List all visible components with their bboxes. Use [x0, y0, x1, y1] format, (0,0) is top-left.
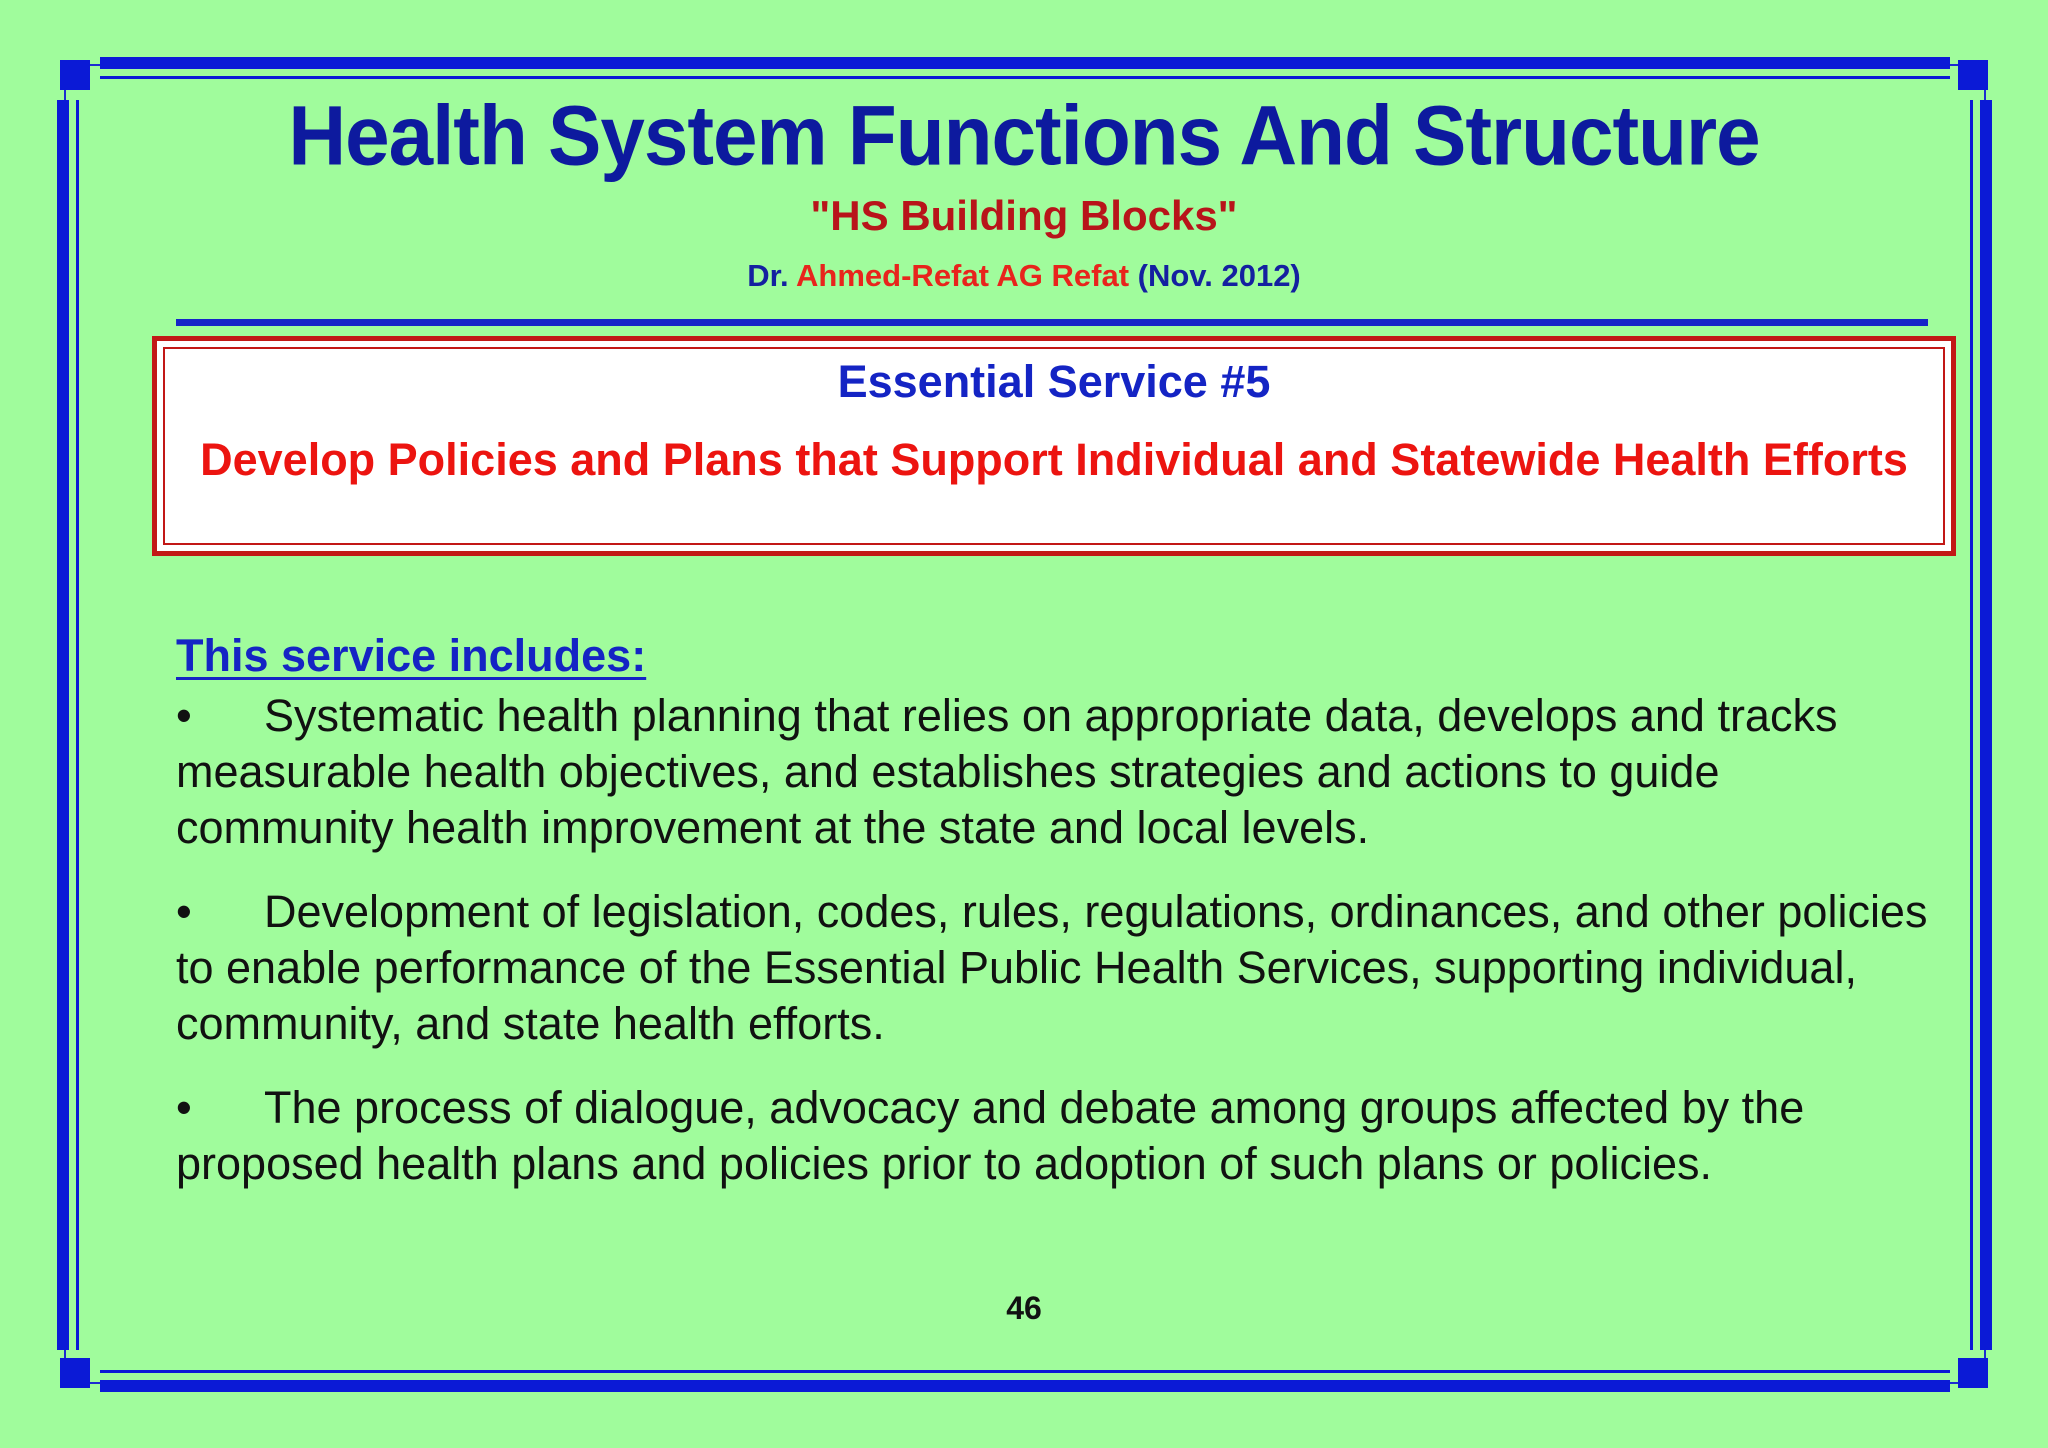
page-number: 46	[1006, 1290, 1042, 1326]
service-title: Develop Policies and Plans that Support Individual and Statewide Health Efforts	[200, 434, 1908, 485]
service-box	[152, 336, 1956, 556]
bullet-text: The process of dialogue, advocacy and debate among groups affected by the proposed health plans and policies prior to adoption of such plans or policies.	[176, 1082, 1805, 1189]
frame-corner-bottom-left	[60, 1358, 90, 1388]
frame-inner-bottom-line	[100, 1370, 1950, 1373]
author-name: Ahmed-Refat AG Refat	[796, 258, 1130, 293]
list-item	[176, 1080, 1936, 1192]
bullet-text: Development of legislation, codes, rules, regulations, ordinances, and other policies to enable performance of the Essential Public Health Services, supporting individual, community, and state health efforts.	[176, 886, 1928, 1049]
frame-inner-top-line	[100, 76, 1950, 79]
author-prefix: Dr.	[747, 258, 797, 293]
list-item	[176, 884, 1936, 1052]
author-line	[0, 256, 2048, 296]
bullet-icon: •	[176, 1082, 192, 1133]
list-item	[176, 688, 1936, 856]
header-divider	[176, 319, 1928, 326]
includes-heading: This service includes:	[176, 630, 647, 681]
author-date: (Nov. 2012)	[1129, 258, 1301, 293]
service-number: Essential Service #5	[837, 356, 1271, 407]
frame-top-bar	[100, 57, 1950, 69]
frame-bottom-bar	[100, 1380, 1950, 1392]
slide-title: Health System Functions And Structure	[288, 88, 1760, 183]
bullet-icon: •	[176, 690, 192, 741]
frame-corner-bottom-right	[1958, 1358, 1988, 1388]
slide-subtitle: "HS Building Blocks"	[810, 192, 1238, 239]
bullet-text: Systematic health planning that relies on appropriate data, develops and tracks measurable health objectives, and establishes strategies and actions to guide community health improvement at the state and local levels.	[176, 690, 1838, 853]
bullet-icon: •	[176, 886, 192, 937]
bullet-list	[176, 688, 1936, 1220]
